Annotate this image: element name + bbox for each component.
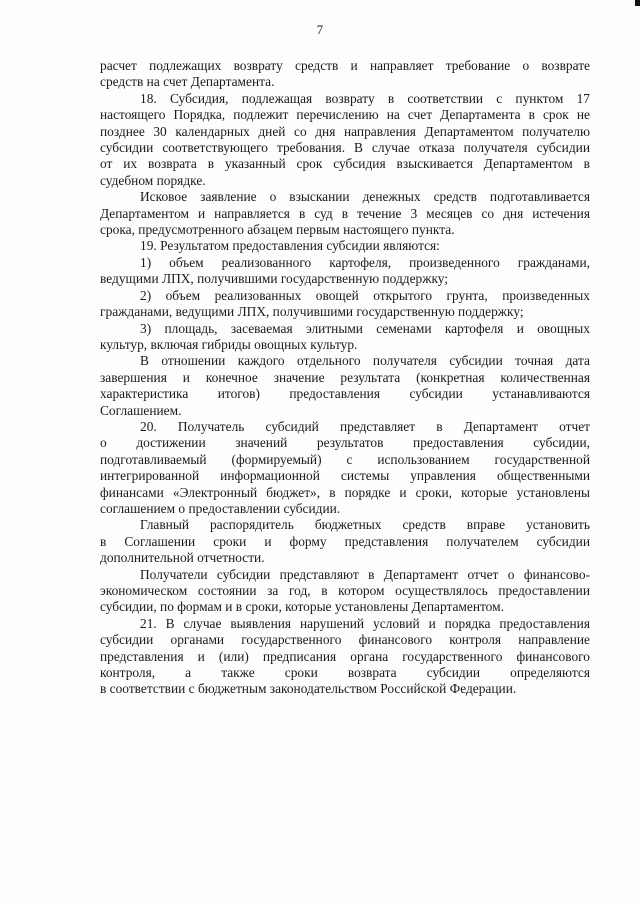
text-line: судебном порядке. [100,172,206,188]
text-line: представления и (или) предписания органа государственного финансового [100,648,590,664]
paragraph-financial-report [100,567,590,616]
text-line: контроля, а также сроки возврата субсидии определяются [100,665,590,681]
text-line: средств на счет Департамента. [100,74,275,90]
paragraph-result-terms [100,353,590,419]
page-number: 7 [316,22,324,37]
text-line: субсидии, по формам и в сроки, которые установлены Департаментом. [100,599,504,615]
text-line: 20. Получатель субсидий представляет в Департамент отчет [140,418,590,434]
paragraph-clause-20 [100,419,590,517]
text-line: Соглашением. [100,402,182,418]
list-item-result-3 [100,321,590,354]
text-line: Департаментом и направляется в суд в течение 3 месяцев со дня истечения [100,205,590,221]
text-line: расчет подлежащих возврату средств и направляет требование о возврате [100,58,590,73]
text-line: соглашением о предоставлении субсидии. [100,500,341,516]
text-line: финансами «Электронный бюджет», в порядке и сроки, которые установлены [100,484,590,500]
paragraph-lawsuit [100,189,590,238]
text-line: срока, предусмотренного абзацем первым настоящего пункта. [100,222,455,238]
text-line: 1) объем реализованного картофеля, произведенного гражданами, [140,254,590,270]
text-line: от их возврата в указанный срок субсидия взыскивается Департаментом в [100,156,590,172]
paragraph-additional-reporting [100,517,590,566]
text-line: Получатели субсидии представляют в Департамент отчет о финансово- [140,566,590,582]
list-item-result-1 [100,255,590,288]
text-line: гражданами, ведущими ЛПХ, получившими государственную поддержку; [100,304,524,320]
text-line: экономическом состоянии за год, в котором осуществлялось предоставлении [100,583,590,598]
text-line: настоящего Порядка, подлежит перечислению на счет Департамента в срок не [100,107,590,123]
text-line: ведущими ЛПХ, получившими государственную поддержку; [100,271,449,287]
text-line: Исковое заявление о взыскании денежных средств подготавливается [140,189,590,205]
text-line: субсидии органами государственного финансового контроля направление [100,632,590,648]
paragraph-clause-21 [100,616,590,698]
scan-corner-mark [635,0,640,6]
text-line: характеристика итогов) предоставления субсидии устанавливаются [100,386,590,402]
text-line: интегрированной информационной системы управления общественными [100,468,590,484]
paragraph-intro-continuation [100,58,590,91]
text-line: позднее 30 календарных дней со дня направления Департаментом получателю [100,123,590,139]
text-line: в соответствии с бюджетным законодательством Российской Федерации. [100,681,517,697]
text-line: субсидии соответствующего требования. В случае отказа получателя субсидии [100,140,590,156]
text-line: 19. Результатом предоставления субсидии являются: [140,238,440,254]
text-line: культур, включая гибриды овощных культур. [100,336,358,352]
text-line: подготавливаемый (формируемый) с использованием государственной [100,451,590,467]
document-body [100,58,590,698]
text-line: 3) площадь, засеваемая элитными семенами картофеля и овощных [140,320,590,336]
text-line: о достижении значений результатов предоставления субсидии, [100,435,590,451]
text-line: В отношении каждого отдельного получателя субсидии точная дата [140,353,590,369]
text-line: дополнительной отчетности. [100,550,265,566]
text-line: в Соглашении сроки и форму представления получателем субсидии [100,533,590,549]
paragraph-clause-19 [100,238,590,254]
text-line: 21. В случае выявления нарушений условий и порядка предоставления [140,615,590,631]
paragraph-clause-18 [100,91,590,189]
list-item-result-2 [100,288,590,321]
text-line: завершения и конечное значение результата (конкретная количественная [100,369,590,385]
text-line: 18. Субсидия, подлежащая возврату в соответствии с пунктом 17 [140,90,590,106]
text-line: Главный распорядитель бюджетных средств вправе установить [140,517,590,533]
text-line: 2) объем реализованных овощей открытого грунта, произведенных [140,287,590,303]
